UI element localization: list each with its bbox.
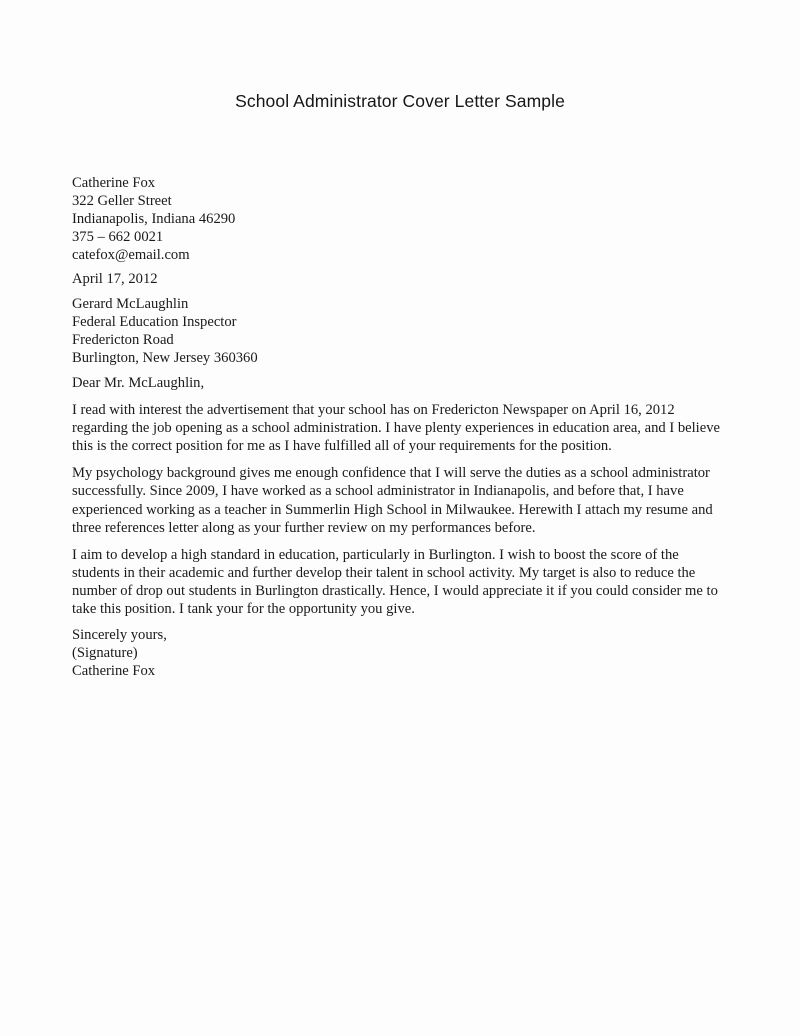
sender-email: catefox@email.com: [72, 247, 190, 264]
recipient-street: Fredericton Road: [72, 331, 174, 348]
sender-name: Catherine Fox: [72, 175, 156, 191]
sender-phone: 375 – 662 0021: [72, 229, 164, 246]
sender-address-block: [72, 174, 724, 264]
recipient-city-state-zip: Burlington, New Jersey 360360: [72, 349, 258, 366]
letter-paragraph-2: My psychology background gives me enough confidence that I will serve the duties as a school administrator successfully. Since 2009, I have worked as a school administrator in Indianapolis, and before that, I have experienced working as a teacher in Summerlin High School in Milwaukee. Herewith I attach my resume and three references letter along as your further review on my performances before.: [72, 465, 713, 536]
letter-paragraph-1: I read with interest the advertisement that your school has on Fredericton Newspaper on April 16, 2012 regarding the job opening as a school administration. I have plenty experiences in education area, and I believe this is the correct position for me as I have fulfilled all of your requirements for the position.: [72, 402, 720, 455]
letter-body: [72, 174, 724, 680]
spacer-before-paragraph-2: [72, 455, 724, 464]
spacer-before-paragraph-3: [72, 537, 724, 546]
spacer-before-paragraph-1: [72, 392, 724, 401]
recipient-name: Gerard McLaughlin: [72, 295, 189, 312]
signer-name: Catherine Fox: [72, 663, 156, 680]
recipient-title: Federal Education Inspector: [72, 313, 237, 330]
closing-block: [72, 626, 724, 680]
spacer-before-salutation: [72, 367, 724, 374]
recipient-address-block: [72, 295, 724, 367]
spacer-before-closing: [72, 618, 724, 626]
salutation: Dear Mr. McLaughlin,: [72, 374, 205, 391]
letter-date: April 17, 2012: [72, 271, 158, 288]
letter-date-block: [72, 270, 724, 288]
sender-street: 322 Geller Street: [72, 193, 172, 210]
letter-paragraph-3: I aim to develop a high standard in education, particularly in Burlington. I wish to boost the score of the students in their academic and further develop their talent in school activity. My target is also to reduce the number of drop out students in Burlington drastically. Hence, I would appreciate it if you could consider me to take this position. I tank your for the opportunity you give.: [72, 546, 718, 617]
sender-city-state-zip: Indianapolis, Indiana 46290: [72, 211, 236, 228]
signature-placeholder: (Signature): [72, 645, 138, 662]
valediction: Sincerely yours,: [72, 627, 167, 644]
page-title: School Administrator Cover Letter Sample: [235, 91, 565, 111]
